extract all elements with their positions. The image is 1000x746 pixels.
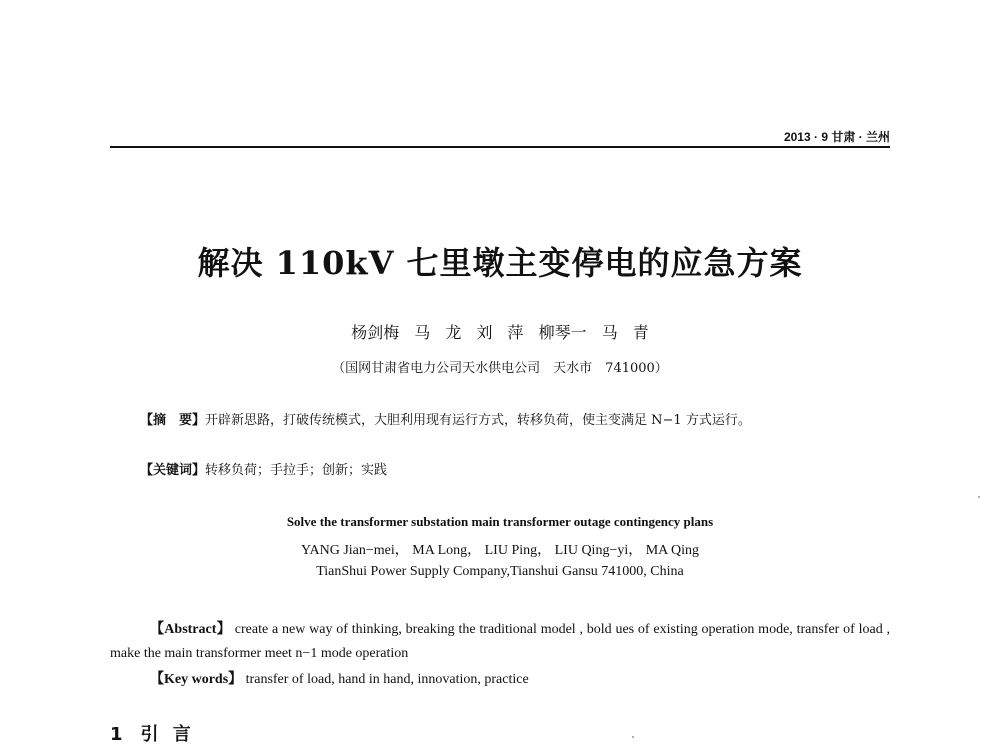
section-heading: 1 引 言	[110, 724, 191, 745]
abstract-cn	[110, 410, 890, 432]
abstract-en-label: 【Abstract】	[150, 622, 231, 637]
journal-meta: 2013 · 9 甘肃 · 兰州	[783, 130, 890, 144]
keywords-en-text: transfer of load, hand in hand, innovation, practice	[242, 672, 529, 687]
keywords-cn-label: 【关键词】	[140, 463, 206, 478]
keywords-cn	[110, 460, 890, 482]
keywords-en-label: 【Key words】	[150, 672, 243, 687]
scan-speck	[978, 496, 980, 498]
english-title: Solve the transformer substation main transformer outage contingency plans	[286, 514, 714, 529]
abstract-cn-label: 【摘 要】	[140, 413, 206, 428]
abstract-en-text: create a new way of thinking, breaking the traditional model , bold ues of existing operation mode, transfer of load , make the main transformer meet n−1 mode operation	[110, 622, 890, 661]
keywords-en	[110, 668, 890, 692]
abstract-cn-text: 开辟新思路，打破传统模式，大胆利用现有运行方式，转移负荷，使主变满足 N−1 方式运行。	[205, 413, 751, 428]
scan-speck	[632, 736, 634, 738]
author-affiliation: （国网甘肃省电力公司天水供电公司 天水市 741000）	[332, 361, 668, 376]
author-list: 杨剑梅 马 龙 刘 萍 柳琴一 马 青	[351, 323, 649, 342]
english-affiliation: TianShui Power Supply Company,Tianshui Gansu 741000, China	[316, 564, 684, 579]
english-authors: YANG Jian−mei， MA Long， LIU Ping， LIU Qing−yi， MA Qing	[300, 543, 700, 558]
abstract-en	[110, 618, 890, 666]
paper-title: 解决 110kV 七里墩主变停电的应急方案	[197, 244, 803, 282]
header-rule	[110, 146, 890, 148]
keywords-cn-text: 转移负荷；手拉手；创新；实践	[205, 463, 388, 478]
